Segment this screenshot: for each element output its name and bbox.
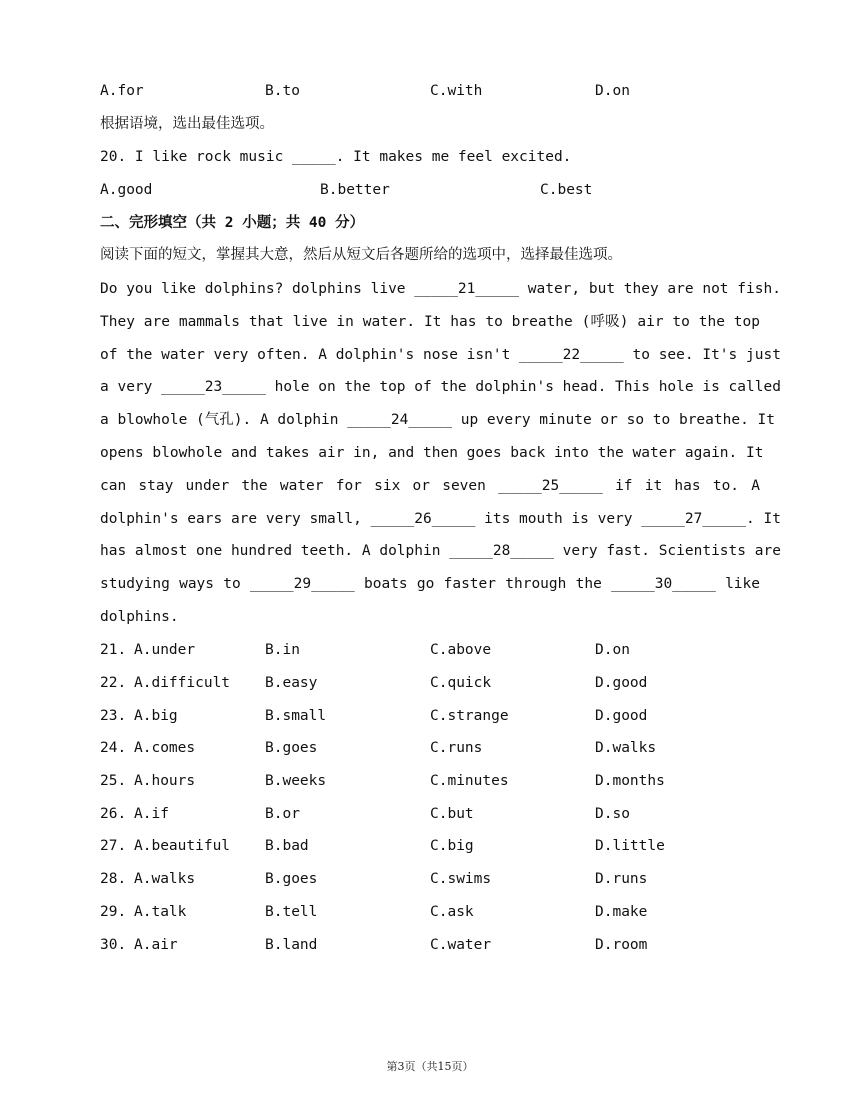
option-b: B.goes <box>265 740 318 756</box>
option-d: D.room <box>595 937 648 953</box>
option-b: B.weeks <box>265 773 327 789</box>
passage-line: dolphin's ears are very small, _____26_____ its mouth is very _____27_____. It <box>100 511 781 527</box>
question-number: 28. <box>100 871 127 887</box>
question-row <box>100 640 760 660</box>
passage-line: a very _____23_____ hole on the top of the dolphin's head. This hole is called <box>100 379 781 395</box>
section-heading: 二、完形填空（共 2 小题；共 40 分） <box>100 215 365 231</box>
option-d: D.walks <box>595 740 657 756</box>
section-instruction: 阅读下面的短文，掌握其大意，然后从短文后各题所给的选项中，选择最佳选项。 <box>100 247 622 263</box>
option-b: B.tell <box>265 904 318 920</box>
q19-options <box>100 81 760 101</box>
option-a: A.beautiful <box>134 838 231 854</box>
question-row <box>100 935 760 955</box>
option-d: D.runs <box>595 871 648 887</box>
option-c: C.above <box>430 642 492 658</box>
question-20-options <box>100 180 760 200</box>
option-a: A.hours <box>134 773 196 789</box>
question-number: 24. <box>100 740 127 756</box>
option-a: A.under <box>134 642 196 658</box>
option-a: A.for <box>100 83 144 99</box>
question-number: 30. <box>100 937 127 953</box>
question-row <box>100 836 760 856</box>
option-b: B.better <box>320 182 390 198</box>
passage-line: can stay under the water for six or seven _____25_____ if it has to. A <box>100 478 760 494</box>
option-b: B.land <box>265 937 318 953</box>
option-c: C.quick <box>430 675 492 691</box>
passage-line: They are mammals that live in water. It has to breathe (呼吸) air to the top <box>100 314 760 330</box>
option-d: D.so <box>595 806 630 822</box>
option-a: A.talk <box>134 904 187 920</box>
question-row <box>100 738 760 758</box>
question-number: 21. <box>100 642 127 658</box>
option-c: C.with <box>430 83 483 99</box>
question-20-stem: 20. I like rock music _____. It makes me feel excited. <box>100 149 572 165</box>
option-b: B.bad <box>265 838 309 854</box>
option-c: C.runs <box>430 740 483 756</box>
passage-line: dolphins. <box>100 609 179 625</box>
option-d: D.on <box>595 83 630 99</box>
option-d: D.good <box>595 675 648 691</box>
option-d: D.months <box>595 773 665 789</box>
option-c: C.big <box>430 838 474 854</box>
question-row <box>100 902 760 922</box>
option-d: D.good <box>595 708 648 724</box>
option-a: A.air <box>134 937 178 953</box>
option-b: B.small <box>265 708 327 724</box>
question-number: 23. <box>100 708 127 724</box>
option-a: A.if <box>134 806 169 822</box>
option-c: C.strange <box>430 708 509 724</box>
passage-line: has almost one hundred teeth. A dolphin _____28_____ very fast. Scientists are <box>100 543 781 559</box>
question-row <box>100 706 760 726</box>
option-b: B.to <box>265 83 300 99</box>
question-row <box>100 771 760 791</box>
page-footer: 第3页（共15页） <box>386 1060 474 1073</box>
option-b: B.goes <box>265 871 318 887</box>
passage-line: opens blowhole and takes air in, and then goes back into the water again. It <box>100 445 764 461</box>
question-row <box>100 869 760 889</box>
option-c: C.ask <box>430 904 474 920</box>
passage-line: Do you like dolphins? dolphins live _____21_____ water, but they are not fish. <box>100 281 781 297</box>
option-c: C.swims <box>430 871 492 887</box>
option-d: D.make <box>595 904 648 920</box>
question-number: 29. <box>100 904 127 920</box>
option-a: A.difficult <box>134 675 231 691</box>
option-a: A.walks <box>134 871 196 887</box>
option-d: D.on <box>595 642 630 658</box>
option-d: D.little <box>595 838 665 854</box>
option-b: B.in <box>265 642 300 658</box>
instruction-context: 根据语境，选出最佳选项。 <box>100 116 274 132</box>
question-number: 26. <box>100 806 127 822</box>
passage-line: a blowhole (气孔). A dolphin _____24_____ up every minute or so to breathe. It <box>100 412 776 428</box>
question-row <box>100 673 760 693</box>
option-c: C.best <box>540 182 593 198</box>
passage-line: studying ways to _____29_____ boats go faster through the _____30_____ like <box>100 576 760 592</box>
option-a: A.big <box>134 708 178 724</box>
option-c: C.minutes <box>430 773 509 789</box>
question-number: 25. <box>100 773 127 789</box>
question-number: 22. <box>100 675 127 691</box>
option-a: A.good <box>100 182 153 198</box>
option-c: C.but <box>430 806 474 822</box>
option-b: B.easy <box>265 675 318 691</box>
question-row <box>100 804 760 824</box>
option-a: A.comes <box>134 740 196 756</box>
option-b: B.or <box>265 806 300 822</box>
passage-line: of the water very often. A dolphin's nose isn't _____22_____ to see. It's just <box>100 347 781 363</box>
option-c: C.water <box>430 937 492 953</box>
question-number: 27. <box>100 838 127 854</box>
